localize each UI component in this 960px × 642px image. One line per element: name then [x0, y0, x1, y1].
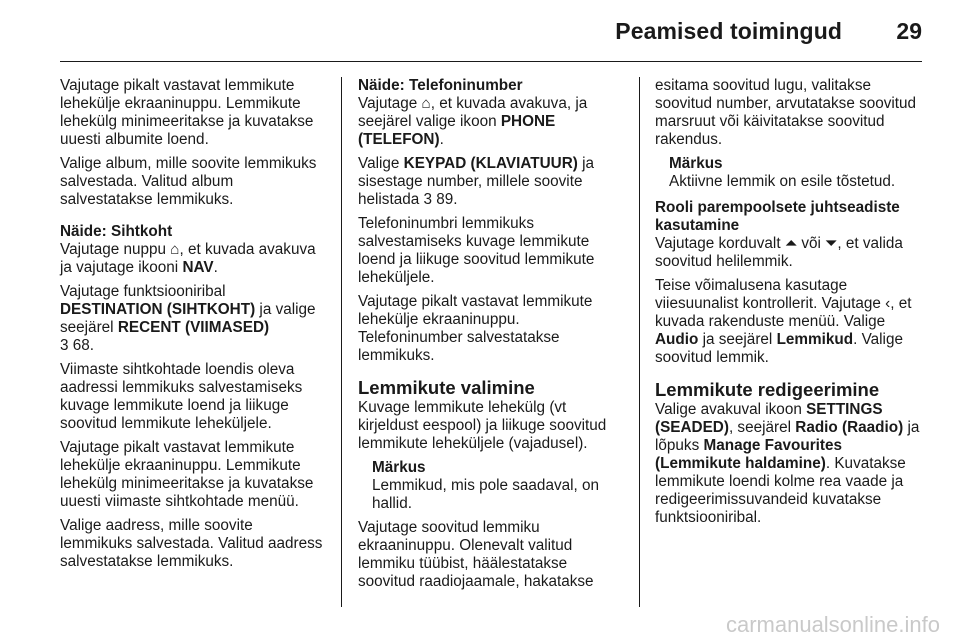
paragraph: Vajutage funktsiooniribal DESTINATION (SIHTKOHT) ja valige seejärel RECENT (VIIMASED) 3 68. — [60, 283, 316, 354]
note-title: Märkus — [372, 459, 426, 476]
note-text: Lemmikud, mis pole saadaval, on hallid. — [372, 477, 600, 512]
home-icon: ⌂ — [170, 241, 180, 258]
section-heading-select-favourites: Lemmikute valimine — [358, 377, 535, 398]
paragraph: Vajutage korduvalt ⏶ või ⏷, et valida soovitud helilemmik. — [655, 235, 903, 270]
note-box — [372, 459, 624, 513]
back-arrow-icon: ‹ — [885, 295, 891, 312]
column-divider-1 — [341, 77, 342, 607]
paragraph: Valige aadress, mille soovite lemmikuks salvestada. Valitud aadress salvestatakse lemmikuks. — [60, 517, 323, 570]
up-arrow-icon: ⏶ — [784, 235, 798, 252]
page-header — [0, 0, 960, 62]
page-number: 29 — [896, 18, 922, 44]
paragraph: Vajutage ⌂, et kuvada avakuva, ja seejärel valige ikoon PHONE (TELEFON). — [358, 95, 588, 148]
paragraph: esitama soovitud lugu, valitakse soovitud number, arvutatakse soovitud marsruut või käivitatakse soovitud rakendus. — [655, 77, 917, 148]
paragraph: Vajutage pikalt vastavat lemmikute lehekülje ekraaninuppu. Lemmikute lehekülg minimeeritakse ja kuvatakse uuesti albumite loend. — [60, 77, 314, 148]
paragraph: Valige album, mille soovite lemmikuks salvestada. Valitud album salvestatakse lemmikuks. — [60, 155, 317, 208]
page-title: Peamised toimingud — [615, 18, 842, 44]
column-2 — [358, 77, 624, 597]
section-heading-phone: Näide: Telefoninumber — [358, 77, 523, 94]
note-title: Märkus — [669, 155, 723, 172]
paragraph: Vajutage nuppu ⌂, et kuvada avakuva ja vajutage ikooni NAV. — [60, 241, 316, 276]
section-heading-edit-favourites: Lemmikute redigeerimine — [655, 379, 880, 400]
paragraph: Viimaste sihtkohtade loendis oleva aadressi lemmikuks salvestamiseks kuvage lemmikute loend ja liikuge soovitud lemmikute leheküljele. — [60, 361, 303, 432]
reference-arrow-icon: 3 — [423, 191, 432, 208]
paragraph: Valige avakuval ikoon SETTINGS (SEADED), seejärel Radio (Raadio) ja lõpuks Manage Favourites (Lemmikute haldamine). Kuvatakse lemmikute loendi kolme rea vaade ja redigeerimissuvandeid kuvatakse funktsiooniribal. — [655, 401, 920, 526]
home-icon: ⌂ — [421, 95, 431, 112]
down-arrow-icon: ⏷ — [825, 235, 838, 252]
note-box — [669, 155, 925, 191]
paragraph: Vajutage soovitud lemmiku ekraaninuppu. Olenevalt valitud lemmiku tüübist, häälestatakse soovitud raadiojaamale, hakatakse — [358, 519, 594, 590]
paragraph: Teise võimalusena kasutage viiesuunalist kontrollerit. Vajutage ‹, et kuvada rakenduste menüü. Valige Audio ja seejärel Lemmikud. Valige soovitud lemmik. — [655, 277, 912, 366]
paragraph: Vajutage pikalt vastavat lemmikute lehekülje ekraaninuppu. Telefoninumber salvestatakse lemmikuks. — [358, 293, 593, 364]
note-text: Aktiivne lemmik on esile tõstetud. — [669, 173, 896, 190]
header-divider — [60, 61, 922, 62]
paragraph: Telefoninumbri lemmikuks salvestamiseks kuvage lemmikute loend ja liikuge soovitud lemmikute leheküljele. — [358, 215, 595, 286]
watermark: carmanualsonline.info — [725, 612, 940, 637]
column-1 — [60, 77, 328, 577]
section-heading-steering-controls: Rooli parempoolsete juhtseadiste kasutamine — [655, 199, 900, 234]
paragraph: Vajutage pikalt vastavat lemmikute lehekülje ekraaninuppu. Lemmikute lehekülg minimeeritakse ja kuvatakse uuesti viimaste sihtkohtade menüü. — [60, 439, 314, 510]
paragraph: Kuvage lemmikute lehekülg (vt kirjeldust eespool) ja liikuge soovitud lemmikute leheküljele (vajadusel). — [358, 399, 607, 452]
column-3 — [655, 77, 925, 533]
section-heading-destination: Näide: Sihtkoht — [60, 223, 173, 240]
column-divider-2 — [639, 77, 640, 607]
paragraph: Valige KEYPAD (KLAVIATUUR) ja sisestage number, millele soovite helistada 3 89. — [358, 155, 594, 208]
reference-arrow-icon: 3 — [60, 337, 69, 354]
